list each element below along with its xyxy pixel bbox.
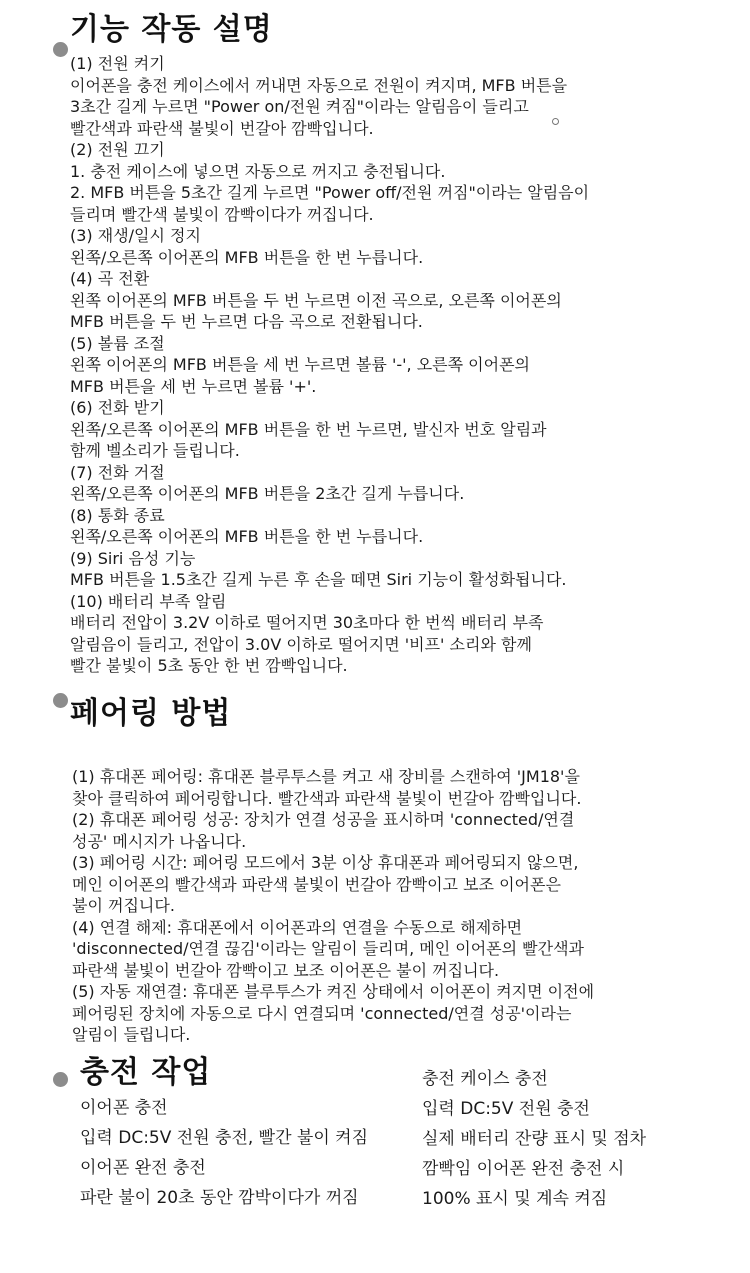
item-line: 알림음이 들리고, 전압이 3.0V 이하로 떨어지면 '비프' 소리와 함께 <box>70 634 532 654</box>
item-line: 왼쪽/오른쪽 이어폰의 MFB 버튼을 한 번 누르면, 발신자 번호 알림과 <box>70 419 547 439</box>
item-title: (3) 재생/일시 정지 <box>70 226 201 245</box>
item-title: (7) 전화 거절 <box>70 462 165 482</box>
item-line: 들리며 빨간색 불빛이 깜빡이다가 꺼집니다. <box>70 204 374 224</box>
pairing-line: 불이 꺼집니다. <box>72 896 175 915</box>
item-title: (10) 배터리 부족 알림 <box>70 591 227 611</box>
item-line: 2. MFB 버튼을 5초간 길게 누르면 "Power off/전원 꺼짐"이라는 알림음이 <box>70 183 590 202</box>
charging-earphone-column <box>80 1093 368 1213</box>
item-line: 빨간 불빛이 5초 동안 한 번 깜빡입니다. <box>70 656 348 675</box>
function-heading: 기능 작동 설명 <box>70 12 273 47</box>
item-title: (2) 전원 끄기 <box>70 140 165 159</box>
item-title: (6) 전화 받기 <box>70 398 165 417</box>
item-title: (4) 곡 전환 <box>70 269 150 288</box>
pairing-heading: 페어링 방법 <box>70 696 232 731</box>
charge-line: 입력 DC:5V 전원 충전, 빨간 불이 켜짐 <box>80 1128 369 1148</box>
section-bullet <box>53 693 68 708</box>
charge-line: 이어폰 충전 <box>80 1098 168 1118</box>
charging-heading: 충전 작업 <box>80 1055 212 1090</box>
item-line: 왼쪽 이어폰의 MFB 버튼을 두 번 누르면 이전 곡으로, 오른쪽 이어폰의 <box>70 290 562 310</box>
pairing-line: 성공' 메시지가 나옵니다. <box>72 831 247 851</box>
pairing-line: 파란색 불빛이 번갈아 깜빡이고 보조 이어폰은 불이 꺼집니다. <box>72 960 500 980</box>
pairing-line: 메인 이어폰의 빨간색과 파란색 불빛이 번갈아 깜빡이고 보조 이어폰은 <box>72 874 561 894</box>
charging-case-column <box>422 1064 646 1214</box>
item-line: 3초간 길게 누르면 "Power on/전원 켜짐"이라는 알림음이 들리고 <box>70 97 529 116</box>
item-line: MFB 버튼을 두 번 누르면 다음 곡으로 전환됩니다. <box>70 312 423 331</box>
item-line: 이어폰을 충전 케이스에서 꺼내면 자동으로 전원이 켜지며, MFB 버튼을 <box>70 75 568 95</box>
section-bullet <box>53 1072 68 1087</box>
pairing-line: 찾아 클릭하여 페어링합니다. 빨간색과 파란색 불빛이 번갈아 깜빡입니다. <box>72 788 582 808</box>
item-line: 1. 충전 케이스에 넣으면 자동으로 꺼지고 충전됩니다. <box>70 161 446 181</box>
pairing-list <box>72 766 594 1046</box>
item-line: 빨간색과 파란색 불빛이 번갈아 깜빡입니다. <box>70 118 374 138</box>
pairing-line: 알림이 들립니다. <box>72 1025 191 1044</box>
item-line: 함께 벨소리가 들립니다. <box>70 441 240 460</box>
charge-line: 이어폰 완전 충전 <box>80 1158 206 1178</box>
item-line: 왼쪽/오른쪽 이어폰의 MFB 버튼을 한 번 누릅니다. <box>70 527 424 546</box>
pairing-line: (3) 페어링 시간: 페어링 모드에서 3분 이상 휴대폰과 페어링되지 않으면, <box>72 853 579 872</box>
function-list <box>70 53 589 677</box>
item-line: MFB 버튼을 세 번 누르면 볼륨 '+'. <box>70 376 317 396</box>
pairing-line: (1) 휴대폰 페어링: 휴대폰 블루투스를 켜고 새 장비를 스캔하여 'JM18'을 <box>72 767 580 786</box>
item-line: 왼쪽/오른쪽 이어폰의 MFB 버튼을 한 번 누릅니다. <box>70 247 424 267</box>
charge-line: 충전 케이스 충전 <box>422 1069 548 1089</box>
item-title: (8) 통화 종료 <box>70 505 165 525</box>
item-title: (1) 전원 켜기 <box>70 54 165 73</box>
item-line: 왼쪽/오른쪽 이어폰의 MFB 버튼을 2초간 길게 누릅니다. <box>70 484 465 503</box>
item-line: 배터리 전압이 3.2V 이하로 떨어지면 30초마다 한 번씩 배터리 부족 <box>70 613 544 632</box>
item-line: 왼쪽 이어폰의 MFB 버튼을 세 번 누르면 볼륨 '-', 오른쪽 이어폰의 <box>70 355 530 374</box>
charge-line: 실제 배터리 잔량 표시 및 점차 <box>422 1129 647 1149</box>
item-line: MFB 버튼을 1.5초간 길게 누른 후 손을 떼면 Siri 기능이 활성화됩니다. <box>70 570 567 589</box>
charge-line: 파란 불이 20초 동안 깜박이다가 꺼짐 <box>80 1188 359 1208</box>
pairing-line: (5) 자동 재연결: 휴대폰 블루투스가 켜진 상태에서 이어폰이 켜지면 이전에 <box>72 982 595 1001</box>
pairing-line: 'disconnected/연결 끊김'이라는 알림이 들리며, 메인 이어폰의 빨간색과 <box>72 939 584 958</box>
pairing-line: (4) 연결 해제: 휴대폰에서 이어폰과의 연결을 수동으로 해제하면 <box>72 917 523 937</box>
charge-line: 깜빡임 이어폰 완전 충전 시 <box>422 1159 625 1179</box>
charge-line: 100% 표시 및 계속 켜짐 <box>422 1189 608 1209</box>
item-title: (5) 볼륨 조절 <box>70 333 165 353</box>
pairing-line: (2) 휴대폰 페어링 성공: 장치가 연결 성공을 표시하며 'connected/연결 <box>72 810 575 829</box>
section-bullet <box>53 42 68 57</box>
charge-line: 입력 DC:5V 전원 충전 <box>422 1099 590 1119</box>
item-title: (9) Siri 음성 기능 <box>70 548 196 568</box>
pairing-line: 페어링된 장치에 자동으로 다시 연결되며 'connected/연결 성공'이라는 <box>72 1003 572 1023</box>
